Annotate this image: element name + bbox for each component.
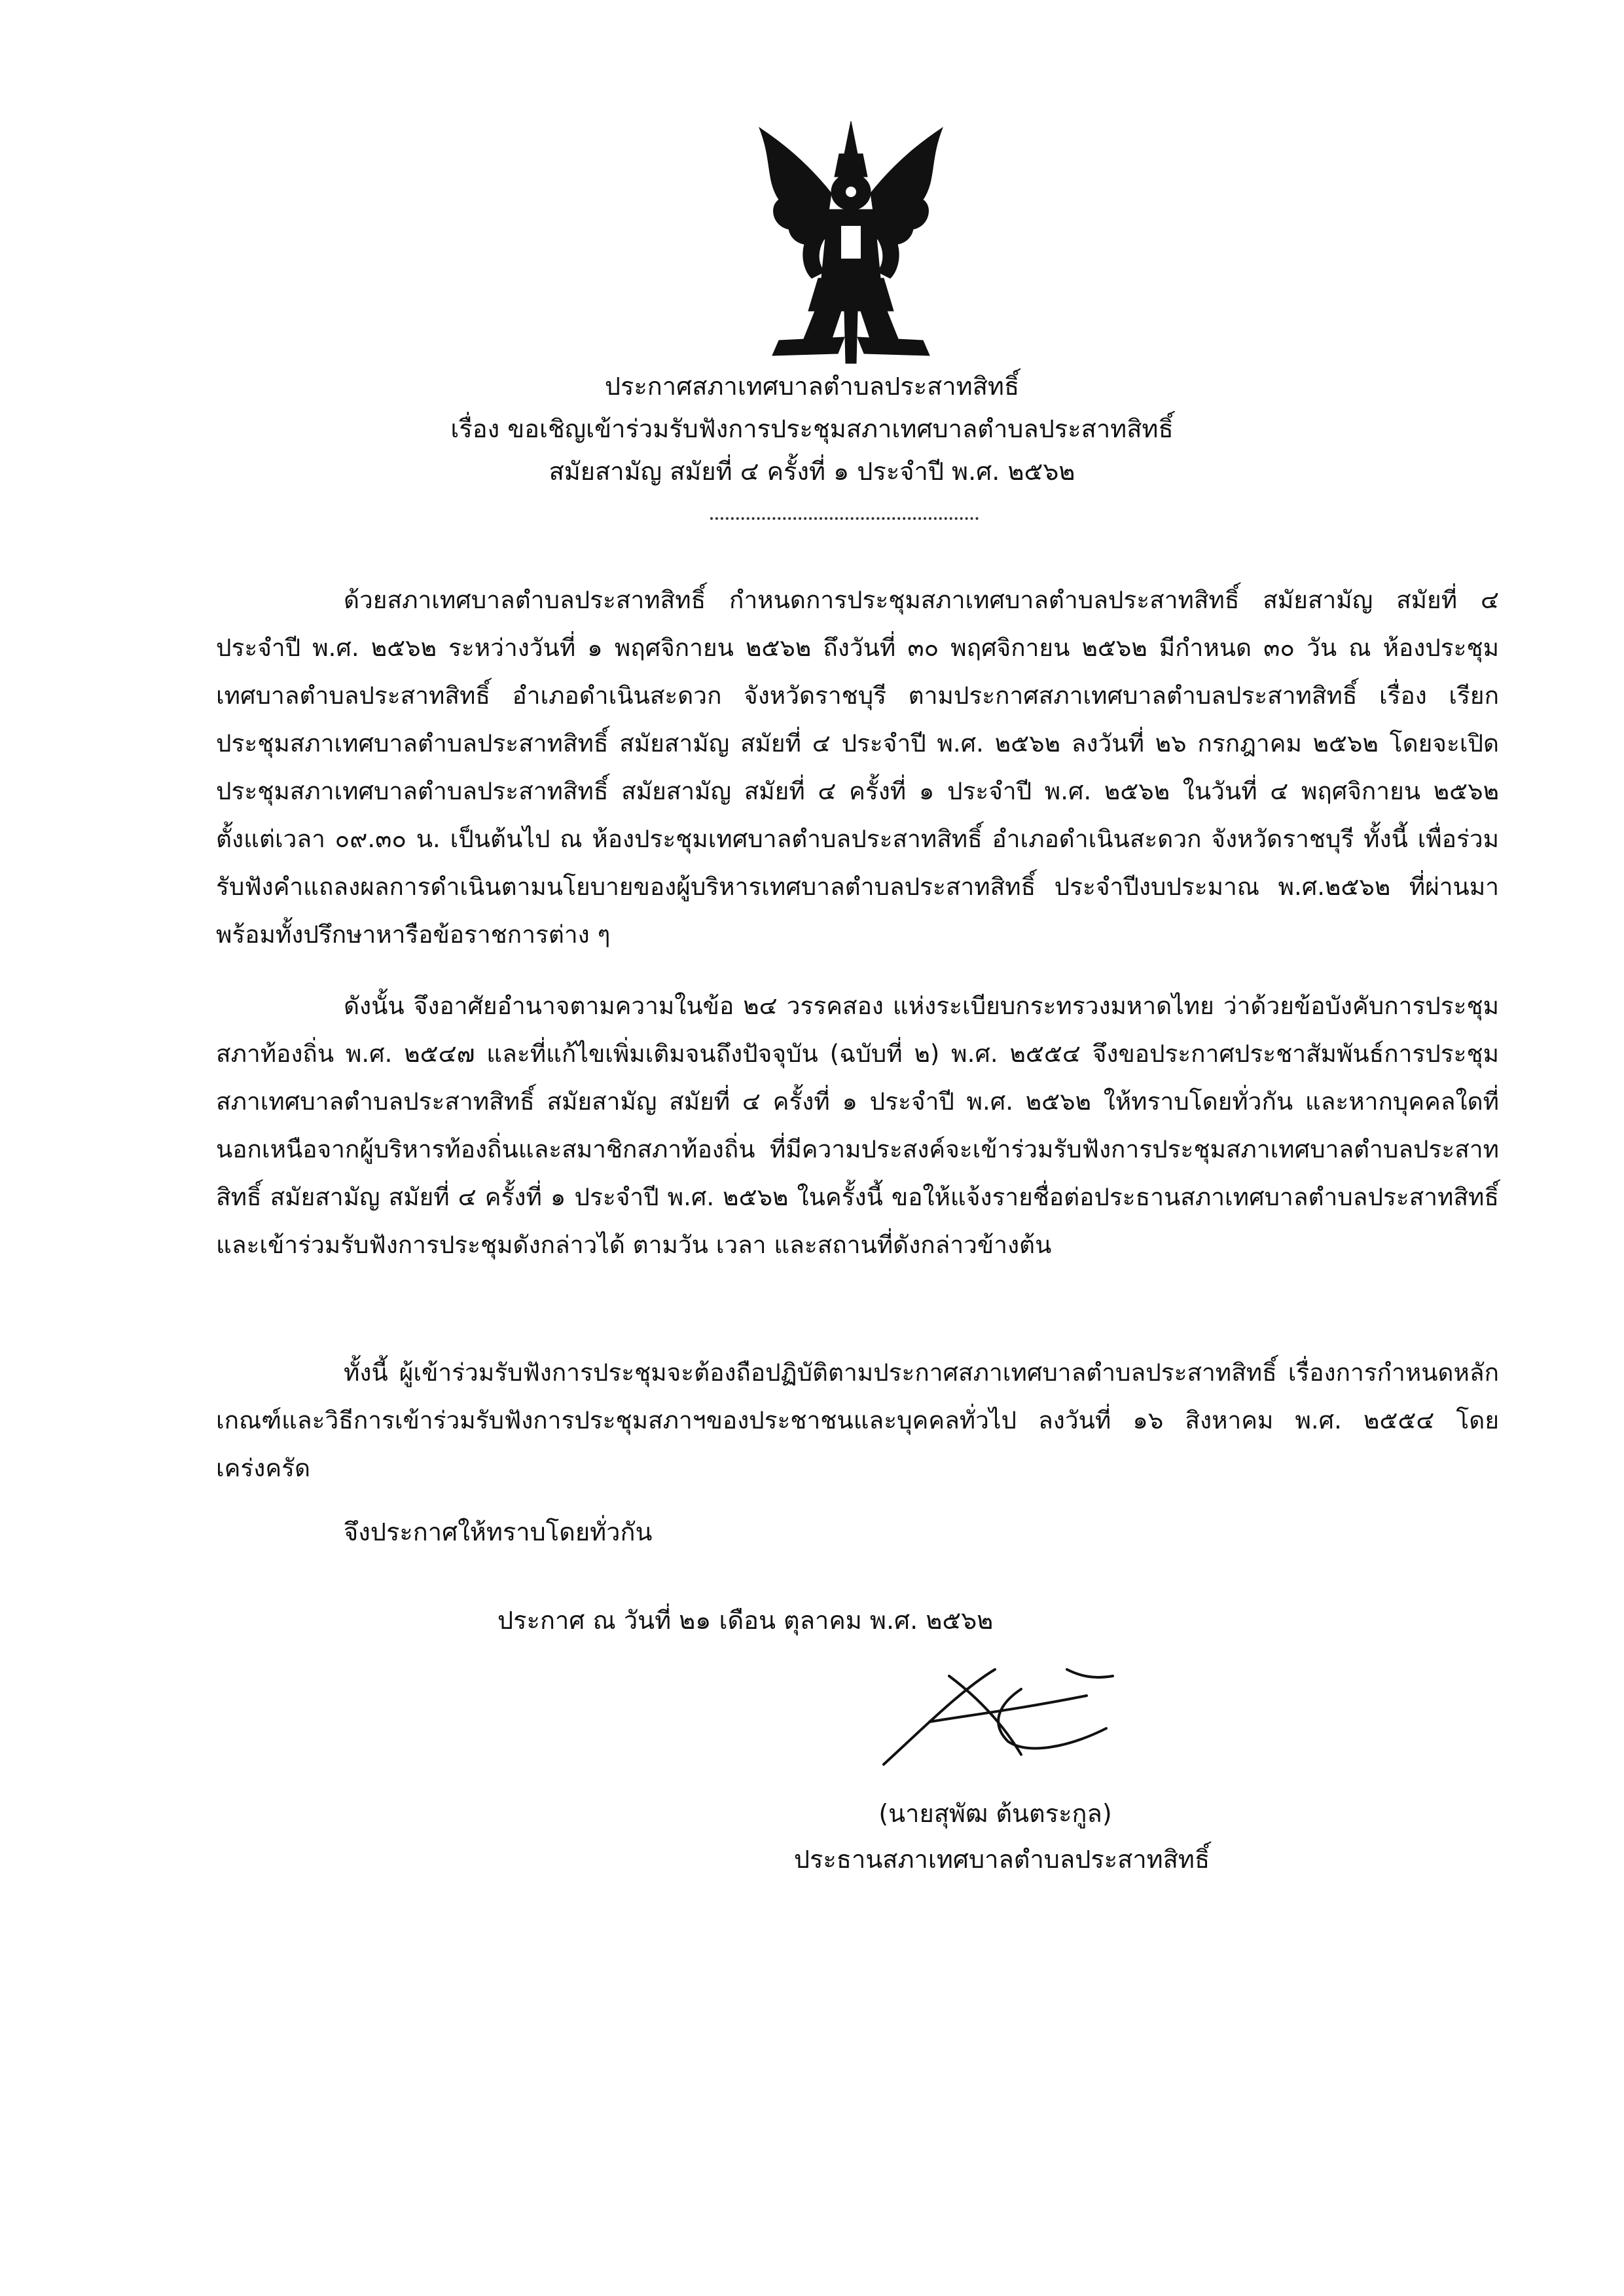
closing-statement: จึงประกาศให้ทราบโดยทั่วกัน	[344, 1518, 653, 1546]
paragraph-2-text: ดังนั้น จึงอาศัยอำนาจตามความในข้อ ๒๔ วรรคสอง แห่งระเบียบกระทรวงมหาดไทย ว่าด้วยข้อบังคับการประชุมสภาท้องถิ่น พ.ศ. ๒๕๔๗ และที่แก้ไขเพิ่มเติมจนถึงปัจจุบัน (ฉบับที่ ๒) พ.ศ. ๒๕๕๔ จึงขอประกาศประชาสัมพันธ์การประชุมสภาเทศบาลตำบลประสาทสิทธิ์ สมัยสามัญ สมัยที่ ๔ ครั้งที่ ๑ ประจำปี พ.ศ. ๒๕๖๒ ให้ทราบโดยทั่วกัน และหากบุคคลใดที่นอกเหนือจากผู้บริหารท้องถิ่นและสมาชิกสภาท้องถิ่น ที่มีความประสงค์จะเข้าร่วมรับฟังการประชุมสภาเทศบาลตำบลประสาทสิทธิ์ สมัยสามัญ สมัยที่ ๔ ครั้งที่ ๑ ประจำปี พ.ศ. ๒๕๖๒ ในครั้งนี้ ขอให้แจ้งรายชื่อต่อประธานสภาเทศบาลตำบลประสาทสิทธิ์ และเข้าร่วมรับฟังการประชุมดังกล่าวได้ ตามวัน เวลา และสถานที่ดังกล่าวข้างต้น	[216, 992, 1499, 1259]
dotted-divider	[710, 517, 979, 520]
paragraph-3	[216, 1349, 1499, 1492]
announcement-session: สมัยสามัญ สมัยที่ ๔ ครั้งที่ ๑ ประจำปี พ.ศ. ๒๕๖๒	[549, 457, 1075, 486]
signature-icon	[871, 1650, 1119, 1781]
announcement-subject: เรื่อง ขอเชิญเข้าร่วมรับฟังการประชุมสภาเทศบาลตำบลประสาทสิทธิ์	[450, 414, 1174, 443]
garuda-emblem-icon	[753, 115, 949, 367]
signatory-name: (นายสุพัฒ ต้นตระกูล)	[878, 1799, 1112, 1828]
paragraph-3-text: ทั้งนี้ ผู้เข้าร่วมรับฟังการประชุมจะต้องถือปฏิบัติตามประกาศสภาเทศบาลตำบลประสาทสิทธิ์ เรื่องการกำหนดหลักเกณฑ์และวิธีการเข้าร่วมรับฟังการประชุมสภาฯของประชาชนและบุคคลทั่วไป ลงวันที่ ๑๖ สิงหาคม พ.ศ. ๒๕๕๔ โดยเคร่งครัด	[216, 1358, 1499, 1482]
paragraph-1	[216, 576, 1499, 958]
signatory-position: ประธานสภาเทศบาลตำบลประสาทสิทธิ์	[793, 1845, 1210, 1874]
paragraph-1-text: ด้วยสภาเทศบาลตำบลประสาทสิทธิ์ กำหนดการประชุมสภาเทศบาลตำบลประสาทสิทธิ์ สมัยสามัญ สมัยที่ ๔ ประจำปี พ.ศ. ๒๕๖๒ ระหว่างวันที่ ๑ พฤศจิกายน ๒๕๖๒ ถึงวันที่ ๓๐ พฤศจิกายน ๒๕๖๒ มีกำหนด ๓๐ วัน ณ ห้องประชุมเทศบาลตำบลประสาทสิทธิ์ อำเภอดำเนินสะดวก จังหวัดราชบุรี ตามประกาศสภาเทศบาลตำบลประสาทสิทธิ์ เรื่อง เรียกประชุมสภาเทศบาลตำบลประสาทสิทธิ์ สมัยสามัญ สมัยที่ ๔ ประจำปี พ.ศ. ๒๕๖๒ ลงวันที่ ๒๖ กรกฎาคม ๒๕๖๒ โดยจะเปิดประชุมสภาเทศบาลตำบลประสาทสิทธิ์ สมัยสามัญ สมัยที่ ๔ ครั้งที่ ๑ ประจำปี พ.ศ. ๒๕๖๒ ในวันที่ ๔ พฤศจิกายน ๒๕๖๒ ตั้งแต่เวลา ๐๙.๓๐ น. เป็นต้นไป ณ ห้องประชุมเทศบาลตำบลประสาทสิทธิ์ อำเภอดำเนินสะดวก จังหวัดราชบุรี ทั้งนี้ เพื่อร่วมรับฟังคำแถลงผลการดำเนินตามนโยบายของผู้บริหารเทศบาลตำบลประสาทสิทธิ์ ประจำปีงบประมาณ พ.ศ.๒๕๖๒ ที่ผ่านมา พร้อมทั้งปรึกษาหารือข้อราชการต่าง ๆ	[216, 586, 1499, 949]
announcement-title: ประกาศสภาเทศบาลตำบลประสาทสิทธิ์	[604, 372, 1020, 401]
announcement-date: ประกาศ ณ วันที่ ๒๑ เดือน ตุลาคม พ.ศ. ๒๕๖๒	[497, 1606, 994, 1635]
paragraph-2	[216, 982, 1499, 1269]
